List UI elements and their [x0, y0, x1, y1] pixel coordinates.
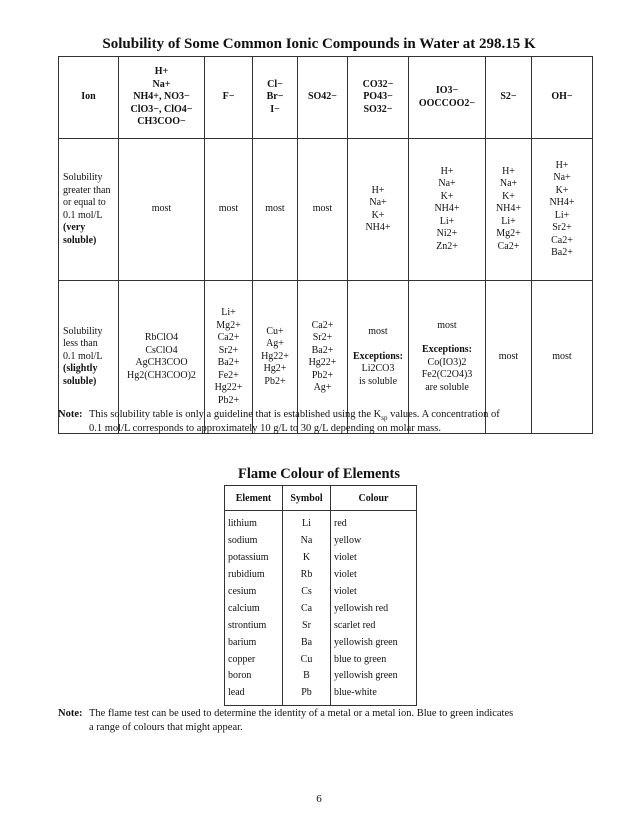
table-row [225, 567, 417, 584]
cell-carbonate-slight: most Exceptions: Li2CO3 is soluble [348, 281, 409, 434]
solubility-header-row [59, 57, 593, 139]
colour-cell: violet [331, 584, 417, 601]
header-halides: Cl− Br− I− [253, 57, 298, 139]
cell-fluoride-slight: Li+ Mg2+ Ca2+ Sr2+ Ba2+ Fe2+ Hg22+ Pb2+ [205, 281, 253, 434]
note-label: Note: [58, 708, 83, 719]
symbol-cell: B [283, 668, 331, 685]
element-cell: rubidium [225, 567, 283, 584]
cell-hydroxide-slight: most [532, 281, 593, 434]
symbol-cell: Ba [283, 634, 331, 651]
table-row [225, 617, 417, 634]
element-cell: cesium [225, 584, 283, 601]
symbol-cell: K [283, 550, 331, 567]
cell-carbonate-soluble: H+ Na+ K+ NH4+ [348, 139, 409, 281]
colour-cell: blue to green [331, 651, 417, 668]
table-row [225, 668, 417, 685]
symbol-cell: Pb [283, 685, 331, 705]
table-row [225, 634, 417, 651]
symbol-cell: Cs [283, 584, 331, 601]
element-cell: sodium [225, 533, 283, 550]
symbol-cell: Cu [283, 651, 331, 668]
cell-halides-soluble: most [253, 139, 298, 281]
colour-cell: yellowish green [331, 668, 417, 685]
header-symbol: Symbol [283, 486, 331, 511]
element-cell: lead [225, 685, 283, 705]
colour-cell: yellowish green [331, 634, 417, 651]
table-row [225, 533, 417, 550]
cell-group1-slight: RbClO4 CsClO4 AgCH3COO Hg2(CH3COO)2 [119, 281, 205, 434]
table-row [225, 685, 417, 705]
header-sulfide: S2− [486, 57, 532, 139]
colour-cell: red [331, 511, 417, 533]
symbol-cell: Rb [283, 567, 331, 584]
element-cell: potassium [225, 550, 283, 567]
header-colour: Colour [331, 486, 417, 511]
cell-group1-soluble: most [119, 139, 205, 281]
cell-iodate-slight: most Exceptions: Co(IO3)2 Fe2(C2O4)3 are soluble [409, 281, 486, 434]
header-iodate-oxalate: IO3− OOCCOO2− [409, 57, 486, 139]
element-cell: copper [225, 651, 283, 668]
flame-header-row [225, 486, 417, 511]
table-row [225, 600, 417, 617]
header-sulfate: SO42− [298, 57, 348, 139]
very-soluble-row [59, 139, 593, 281]
cell-sulfate-slight: Ca2+ Sr2+ Ba2+ Hg22+ Pb2+ Ag+ [298, 281, 348, 434]
table-row [225, 584, 417, 601]
header-hydroxide: OH− [532, 57, 593, 139]
element-cell: strontium [225, 617, 283, 634]
cell-fluoride-soluble: most [205, 139, 253, 281]
slightly-soluble-label: Solubility less than 0.1 mol/L (slightly soluble) [59, 281, 119, 434]
solubility-table [58, 56, 593, 434]
cell-sulfate-soluble: most [298, 139, 348, 281]
colour-cell: yellowish red [331, 600, 417, 617]
element-cell: calcium [225, 600, 283, 617]
very-soluble-label: Solubility greater than or equal to 0.1 mol/L (very soluble) [59, 139, 119, 281]
table-row [225, 511, 417, 533]
flame-colour-table [224, 485, 417, 706]
symbol-cell: Ca [283, 600, 331, 617]
element-cell: barium [225, 634, 283, 651]
header-fluoride: F− [205, 57, 253, 139]
colour-cell: violet [331, 567, 417, 584]
solubility-note: Note: This solubility table is only a guideline that is established using the $K_{sp}$ values. A concentration of 0.1 mol/L corresponds to approximately 10 g/L to 30 g/L depending on molar mass. [58, 409, 500, 434]
symbol-cell: Sr [283, 617, 331, 634]
cell-iodate-soluble: H+ Na+ K+ NH4+ Li+ Ni2+ Zn2+ [409, 139, 486, 281]
header-carbonate-group: CO32− PO43− SO32− [348, 57, 409, 139]
header-ion: Ion [59, 57, 119, 139]
colour-cell: scarlet red [331, 617, 417, 634]
cell-sulfide-slight: most [486, 281, 532, 434]
element-cell: boron [225, 668, 283, 685]
element-cell: lithium [225, 511, 283, 533]
flame-table-title: Flame Colour of Elements [237, 466, 401, 482]
symbol-cell: Na [283, 533, 331, 550]
colour-cell: blue-white [331, 685, 417, 705]
solubility-table-title: Solubility of Some Common Ionic Compounds in Water at 298.15 K [102, 36, 536, 52]
flame-note: Note: The flame test can be used to determine the identity of a metal or a metal ion. Blue to green indicates a range of colours that might appear. [58, 708, 514, 733]
note-label: Note: [58, 409, 83, 420]
colour-cell: yellow [331, 533, 417, 550]
table-row [225, 550, 417, 567]
header-group-1: H+ Na+ NH4+, NO3− ClO3−, ClO4− CH3COO− [119, 57, 205, 139]
cell-halides-slight: Cu+ Ag+ Hg22+ Hg2+ Pb2+ [253, 281, 298, 434]
cell-hydroxide-soluble: H+ Na+ K+ NH4+ Li+ Sr2+ Ca2+ Ba2+ [532, 139, 593, 281]
cell-sulfide-soluble: H+ Na+ K+ NH4+ Li+ Mg2+ Ca2+ [486, 139, 532, 281]
page-number: 6 [316, 793, 322, 805]
symbol-cell: Li [283, 511, 331, 533]
table-row [225, 651, 417, 668]
colour-cell: violet [331, 550, 417, 567]
header-element: Element [225, 486, 283, 511]
